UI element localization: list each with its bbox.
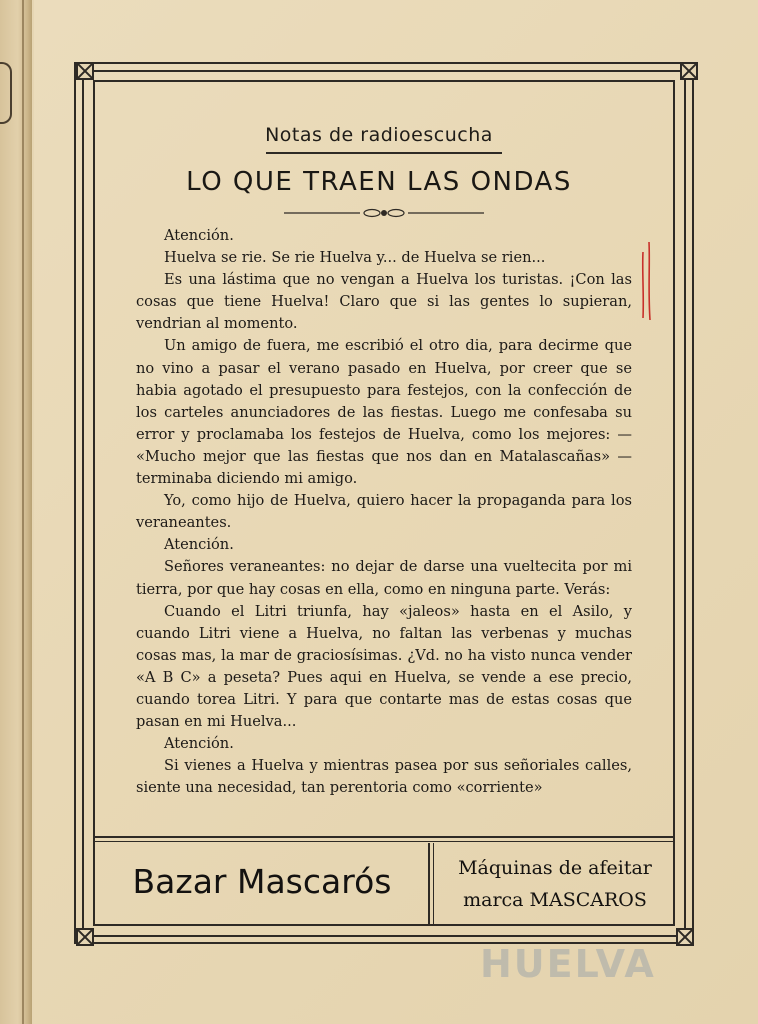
title-ornament-icon [284, 206, 484, 220]
section-title: Notas de radioescucha [265, 124, 493, 146]
section-title-underline [266, 152, 502, 154]
article-paragraph: Atención. [164, 735, 234, 753]
advert-product-line-1: Máquinas de afeitar [458, 857, 652, 879]
advert-divider-2 [433, 843, 434, 926]
article-paragraph: Cuando el Litri triunfa, hay «jaleos» hasta en el Asilo, y cuando Litri viene a Huelva, no faltan las verbenas y muchas cosas mas, la mar de graciosísimas. ¿Vd. no ha visto nunca vender «A B C» a peseta? Pues aqui en Huelva, se vende a ese precio, cuando torea Litri. Y para que contarte mas de estas cosas que pasan en mi Huelva... [136, 602, 632, 731]
article-paragraph: Un amigo de fuera, me escribió el otro dia, para decirme que no vino a pasar el verano pasado en Huelva, por creer que se habia agotado el presupuesto para festejos, con la confección de los carteles anunciadores de las fiestas. Luego me confesaba su error y proclamaba los festejos de Huelva, como los mejores: — «Mucho mejor que las fiestas que nos dan en Matalascañas» —terminaba diciendo mi amigo. [136, 337, 632, 488]
gutter-line [22, 0, 24, 1024]
article-body [136, 225, 632, 799]
corner-box-icon [676, 928, 694, 946]
article-paragraph: Yo, como hijo de Huelva, quiero hacer la propaganda para los veraneantes. [136, 492, 632, 532]
corner-box-icon [680, 62, 698, 80]
red-pencil-mark-icon [640, 240, 654, 322]
advert-divider-1 [428, 843, 430, 926]
archive-watermark: HUELVA [480, 942, 656, 986]
article-paragraph: Señores veraneantes: no dejar de darse una vueltecita por mi tierra, por que hay cosas en ella, como en ninguna parte. Verás: [136, 558, 632, 598]
article-title: LO QUE TRAEN LAS ONDAS [186, 167, 572, 197]
corner-box-icon [76, 62, 94, 80]
corner-box-icon [76, 928, 94, 946]
left-page-edge [0, 0, 32, 1024]
article-paragraph: Es una lástima que no vengan a Huelva los turistas. ¡Con las cosas que tiene Huelva! Claro que si las gentes lo supieran, vendrian al momento. [136, 271, 632, 333]
advert-product-line-2: marca MASCAROS [463, 889, 647, 911]
advert-product [440, 852, 670, 916]
frame-bottom-rule [84, 935, 684, 937]
frame-left-rule [82, 72, 84, 935]
advert-separator-top-2 [93, 841, 675, 842]
advert-separator-top [93, 836, 675, 838]
frame-top-rule [84, 70, 684, 72]
article-paragraph: Huelva se rie. Se rie Huelva y... de Huelva se rien... [164, 249, 546, 267]
article-paragraph: Atención. [164, 536, 234, 554]
article-paragraph: Si vienes a Huelva y mientras pasea por sus señoriales calles, siente una necesidad, tan perentoria como «corriente» [136, 757, 632, 797]
frame-right-rule [684, 72, 686, 935]
left-page-fragment [0, 62, 12, 124]
article-paragraph: Atención. [164, 227, 234, 244]
advert-bazar-name: Bazar Mascarós [132, 862, 392, 901]
